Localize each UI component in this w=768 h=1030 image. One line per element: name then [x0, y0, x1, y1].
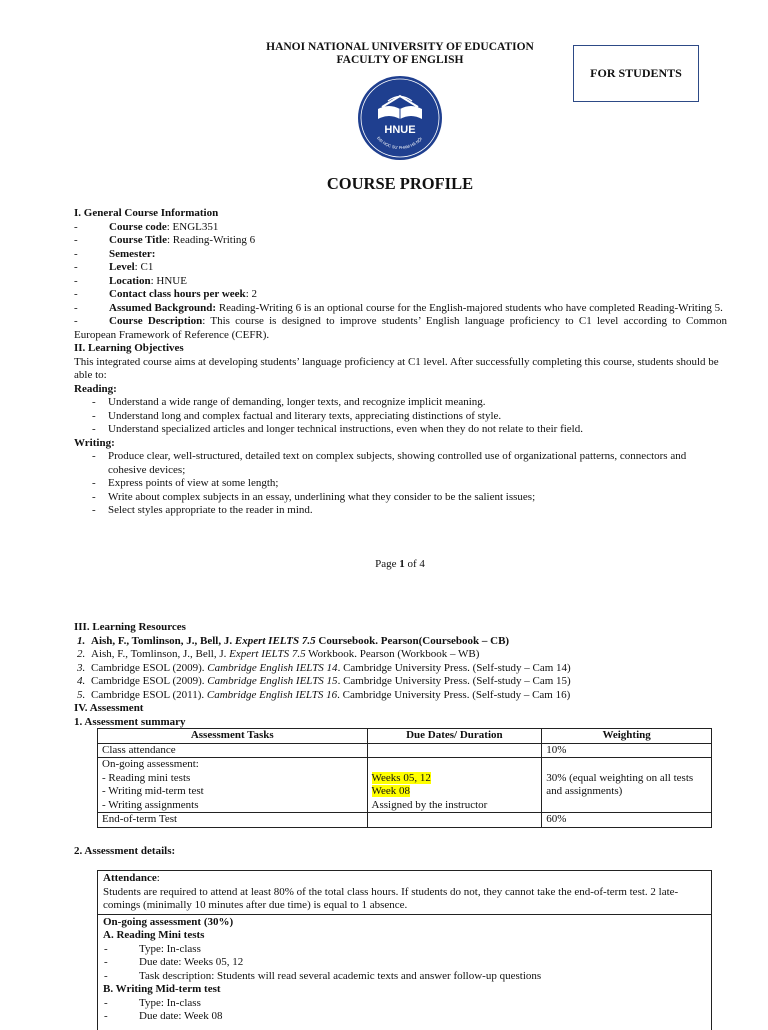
table-header-row [98, 729, 712, 744]
writing-test-details [103, 997, 706, 1024]
resource-item: 5. Cambridge ESOL (2011). Cambridge English IELTS 16. Cambridge University Press. (Self-study – Cam 16) [77, 688, 571, 701]
list-item: - Due date: Weeks 05, 12 [103, 956, 706, 970]
audience-box: FOR STUDENTS [573, 45, 699, 102]
objectives-heading: II. Learning Objectives [74, 342, 184, 354]
list-item: - Produce clear, well-structured, detailed text on complex subjects, showing controlled use of organizational patterns, connectors and cohesive devices; [74, 450, 727, 477]
hours-row: - Contact class hours per week: 2 [74, 288, 257, 300]
assessment-details-heading: 2. Assessment details: [74, 845, 176, 857]
section-heading: I. General Course Information [74, 207, 219, 219]
list-item: - Task description: Students will read several academic texts and answer follow-up questions [103, 970, 706, 984]
list-item: - Write about complex subjects in an essay, underlining what they consider to be the salient issues; [74, 491, 727, 505]
column-header: Assessment Tasks [98, 729, 368, 744]
assessment-table [97, 728, 712, 828]
table-cell: 10% [542, 743, 712, 758]
semester-row: - Semester: [74, 247, 156, 260]
resource-item: 4. Cambridge ESOL (2009). Cambridge English IELTS 15. Cambridge University Press. (Self-study – Cam 15) [77, 675, 571, 687]
university-name: HANOI NATIONAL UNIVERSITY OF EDUCATION [266, 41, 534, 53]
description-row: - Course Description: This course is designed to improve students’ English language proficiency to C1 level according to Common European Framework of Reference (CEFR). [74, 315, 727, 341]
table-cell: Weeks 05, 12 Week 08 Assigned by the instructor [367, 758, 542, 813]
writing-heading: Writing: [74, 436, 115, 449]
reading-list [74, 396, 727, 437]
assessment-summary-heading: 1. Assessment summary [74, 715, 186, 728]
table-cell [367, 743, 542, 758]
location-row: - Location: HNUE [74, 274, 187, 287]
list-item: - Understand a wide range of demanding, longer texts, and recognize implicit meaning. [74, 396, 727, 410]
writing-list [74, 450, 727, 518]
list-item: - Type: In-class [103, 997, 706, 1011]
table-cell: On-going assessment: - Reading mini tests - Writing mid-term test - Writing assignments [98, 758, 368, 813]
general-info-section [74, 207, 727, 518]
objectives-intro: This integrated course aims at developing students’ language proficiency at C1 level. After successfully completing this course, students should be able to: [74, 355, 719, 381]
list-item: - Select styles appropriate to the reader in mind. [74, 504, 727, 518]
reading-heading: Reading: [74, 382, 117, 395]
column-header: Due Dates/ Duration [367, 729, 542, 744]
list-item: - Understand long and complex factual and literary texts, appreciating distinctions of style. [74, 410, 727, 424]
logo-text: HNUE [384, 124, 416, 136]
attendance-cell: Attendance: Students are required to attend at least 80% of the total class hours. If students do not, they cannot take the end-of-term test. 2 late-comings (minimally 10 minutes after due time) is equal to 1 absence. [103, 872, 679, 911]
table-row [98, 743, 712, 758]
page-title: COURSE PROFILE [326, 174, 474, 193]
table-cell [367, 813, 542, 828]
table-row [98, 758, 712, 813]
list-item: - Due date: Week 08 [103, 1010, 706, 1024]
highlighted-date: Week 08 [371, 785, 411, 797]
ongoing-cell: On-going assessment (30%) A. Reading Mini tests - Type: In-class - Due date: Weeks 05, 12 - Task description: Students will read several academic texts and answer follow-up questions B. Writing Mid-term test - Type: In-class - Due date: Week 08 [98, 914, 711, 1025]
resource-item: 2. Aish, F., Tomlinson, J., Bell, J. Expert IELTS 7.5 Workbook. Pearson (Workbook – WB) [77, 648, 480, 660]
resources-list [74, 635, 727, 703]
table-cell: 30% (equal weighting on all tests and assignments) [542, 758, 712, 813]
document-header [230, 41, 570, 67]
hnue-logo [358, 76, 442, 160]
course-code-row: - Course code: ENGL351 [74, 220, 219, 233]
resources-section [74, 621, 727, 729]
list-item: - Type: In-class [103, 943, 706, 957]
reading-test-details [103, 943, 706, 984]
list-item: - Understand specialized articles and longer technical instructions, even when they do not relate to their field. [74, 423, 727, 437]
table-row [98, 813, 712, 828]
logo-ring-text: ĐẠI HỌC SƯ PHẠM HÀ NỘI [376, 135, 424, 151]
background-row: - Assumed Background: Reading-Writing 6 is an optional course for the English-majored students who have completed Reading-Writing 5. [74, 301, 723, 314]
table-cell: 60% [542, 813, 712, 828]
highlighted-date: Weeks 05, 12 [371, 771, 431, 784]
resource-item: 1. Aish, F., Tomlinson, J., Bell, J. Expert IELTS 7.5 Coursebook. Pearson(Coursebook – CB) [77, 634, 510, 647]
table-cell: End-of-term Test [98, 813, 368, 828]
level-row: - Level: C1 [74, 261, 154, 273]
column-header: Weighting [542, 729, 712, 744]
resources-heading: III. Learning Resources [74, 621, 186, 633]
page-number: Page 1 of 4 [375, 558, 425, 570]
course-title-row: - Course Title: Reading-Writing 6 [74, 234, 256, 246]
faculty-name: FACULTY OF ENGLISH [336, 54, 464, 66]
assessment-details-box [97, 870, 712, 1030]
list-item: - Express points of view at some length; [74, 477, 727, 491]
table-cell: Class attendance [98, 743, 368, 758]
assessment-heading: IV. Assessment [74, 702, 144, 714]
resource-item: 3. Cambridge ESOL (2009). Cambridge English IELTS 14. Cambridge University Press. (Self-study – Cam 14) [77, 661, 571, 674]
